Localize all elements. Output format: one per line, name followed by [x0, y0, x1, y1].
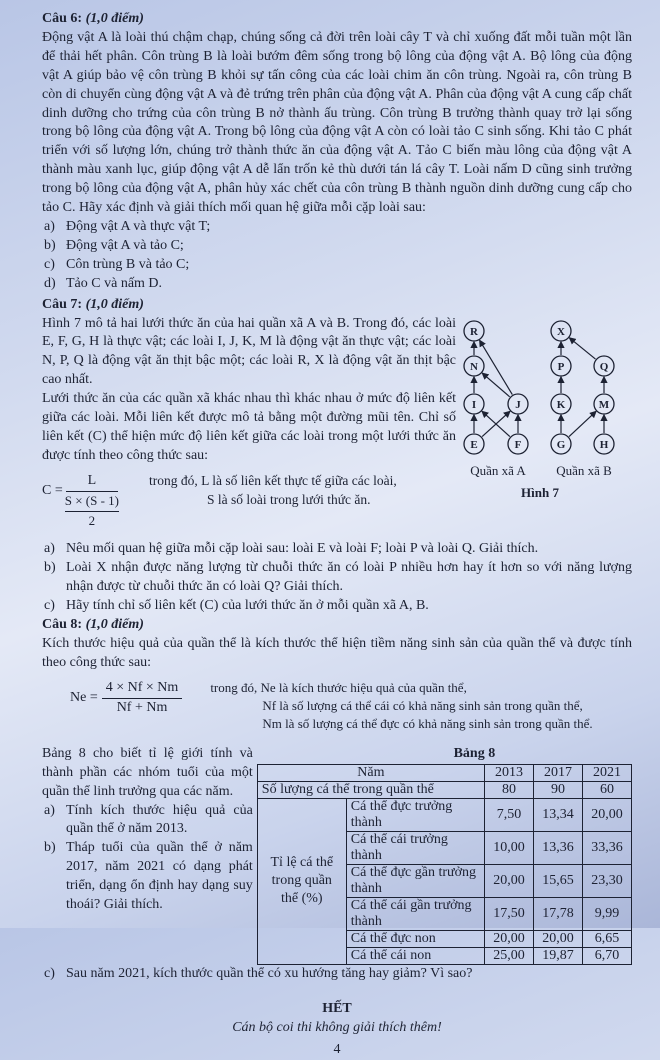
value-cell: 20,00 — [534, 930, 583, 947]
value-cell: 19,87 — [534, 947, 583, 964]
svg-text:M: M — [598, 398, 610, 411]
svg-text:K: K — [556, 398, 566, 411]
list-item — [42, 597, 632, 616]
q6-body: Động vật A là loài thú chậm chạp, chúng sống cả đời trên loài cây T và chỉ xuống đất mỗi tuần một lần để thải hết phân. Côn trùng B là loài bướm đêm sống trong bộ lông của động vật A. Bộ lông của động vật A giúp bảo vệ côn trùng B khỏi sự tấn công của các loài chim ăn côn trùng. Ngoài ra, côn trùng B còn di chuyển cùng động vật A và đẻ trứng trên phân của động vật A. Phân của động vật A cung cấp chất dinh dưỡng cho trứng của côn trùng B nở thành ấu trùng. Côn trùng B trưởng thành quay trở lại sống trong bộ lông của động vật A. Trong bộ lông của động vật A còn có loài tảo C sinh sống. Khi tảo C phát triển với số lượng lớn, chúng trở thành thức ăn của động vật A. Tảo C biến màu lông của động vật A thành màu xanh lục, giúp động vật A dễ lẩn trốn kẻ thù dưới tán lá cây T. Loài nấm D cũng sinh trưởng trong bộ lông của động vật A, phân hủy xác chết của côn trùng B thành nguồn dinh dưỡng cung cấp cho tảo C. Hãy xác định và giải thích mối quan hệ giữa mỗi cặp loài sau: — [42, 29, 632, 216]
q8-items — [42, 802, 253, 915]
species-node — [464, 394, 484, 414]
item-text: Tháp tuổi của quần thể ở năm 2017, năm 2021 có dạng phát triển, dạng ổn định hay dạng suy thoái? Giải thích. — [66, 840, 253, 913]
value-cell: 15,65 — [534, 864, 583, 897]
item-key: c) — [44, 598, 55, 614]
exam-page — [42, 10, 632, 1060]
row-label: Cá thể đực gần trưởng thành — [346, 864, 484, 897]
list-item — [42, 256, 632, 275]
item-text: Hãy tính chỉ số liên kết (C) của lưới thức ăn ở mỗi quần xã A, B. — [66, 598, 429, 614]
svg-text:E: E — [470, 438, 478, 451]
value-cell: 10,00 — [485, 831, 534, 864]
q8-heading: Câu 8: (1,0 điểm) — [42, 617, 144, 633]
q7-para-2: Lưới thức ăn của các quần xã khác nhau thì khác nhau ở mức độ liên kết giữa các loài. Mỗi liên kết được mô tả bằng một đường mũi tên. Chỉ số liên kết (C) thể hiện mức độ liên kết giữa các loài trong một lưới thức ăn được tính theo công thức sau: — [42, 391, 456, 463]
q8-formula: Ne = $\frac{4 \times Nf \times Nm}{Nf + Nm}$ trong đó, Ne là kích thước hiệu quả của quần thể, Nf là số lượng cá thể cái có khả năng sinh sản trong quần thể, Nm là số lượng cá thể đực có khả năng sinh sản trong quần thể. — [70, 679, 593, 731]
end-mark: HẾT — [322, 1000, 352, 1016]
row-label: Cá thể cái non — [346, 947, 484, 964]
item-key: c) — [44, 965, 55, 981]
item-text: Tảo C và nấm D. — [66, 275, 163, 291]
q7-heading: Câu 7: (1,0 điểm) — [42, 296, 144, 312]
figure-label: Quần xã A — [470, 462, 526, 478]
item-key: a) — [44, 541, 55, 557]
q6-heading: Câu 6: (1,0 điểm) — [42, 11, 144, 26]
species-node — [464, 356, 484, 376]
list-item — [42, 218, 632, 237]
figure-label: Hình 7 — [521, 484, 559, 500]
list-item — [42, 965, 632, 984]
value-cell: 17,50 — [485, 897, 534, 930]
species-node — [551, 356, 571, 376]
value-cell: 20,00 — [485, 864, 534, 897]
q7-items — [42, 540, 632, 616]
item-key: b) — [44, 237, 56, 253]
table-row — [257, 764, 631, 781]
row-label: Cá thể đực trưởng thành — [346, 798, 484, 831]
figure-label: Quần xã B — [556, 462, 612, 478]
list-item — [42, 839, 253, 915]
item-text: Động vật A và thực vật T; — [66, 218, 211, 234]
svg-text:P: P — [557, 360, 565, 373]
svg-text:H: H — [599, 438, 609, 451]
svg-text:X: X — [557, 325, 565, 338]
species-node — [551, 434, 571, 454]
species-node — [551, 394, 571, 414]
item-text: Tính kích thước hiệu quả của quần thể ở năm 2013. — [66, 802, 253, 837]
item-text: Côn trùng B và tảo C; — [66, 256, 190, 272]
count-cell: 60 — [583, 781, 632, 798]
value-cell: 25,00 — [485, 947, 534, 964]
svg-text:Q: Q — [599, 360, 609, 373]
species-node — [594, 356, 614, 376]
item-text: Sau năm 2021, kích thước quần thể có xu hướng tăng hay giảm? Vì sao? — [66, 965, 473, 981]
food-web-arrow-Q-X — [570, 337, 596, 358]
year-cell: 2021 — [583, 764, 632, 781]
value-cell: 9,99 — [583, 897, 632, 930]
count-cell: 80 — [485, 781, 534, 798]
value-cell: 20,00 — [583, 798, 632, 831]
q8-para-2: Bảng 8 cho biết tỉ lệ giới tính và thành phần các nhóm tuổi của một quần thể linh trưởng qua các năm. — [42, 745, 253, 799]
svg-text:G: G — [556, 438, 566, 451]
row-label: Cá thể cái gần trưởng thành — [346, 897, 484, 930]
year-header: Năm — [257, 764, 484, 781]
bang-8-table — [257, 764, 632, 965]
value-cell: 17,78 — [534, 897, 583, 930]
species-node — [508, 394, 528, 414]
list-item — [42, 540, 632, 559]
row-label: Cá thể cái trưởng thành — [346, 831, 484, 864]
group-label: Tỉ lệ cá thể trong quần thể (%) — [257, 798, 346, 964]
value-cell: 6,70 — [583, 947, 632, 964]
item-key: a) — [44, 802, 55, 818]
item-text: Động vật A và tảo C; — [66, 237, 184, 253]
value-cell: 20,00 — [485, 930, 534, 947]
value-cell: 23,30 — [583, 864, 632, 897]
item-key: c) — [44, 256, 55, 272]
count-cell: 90 — [534, 781, 583, 798]
value-cell: 6,65 — [583, 930, 632, 947]
svg-text:R: R — [470, 325, 478, 338]
species-node — [508, 434, 528, 454]
item-text: Loài X nhận được năng lượng từ chuỗi thức ăn có loài P nhiều hơn hay ít hơn so với năng lượng nhận được từ chuỗi thức ăn có loài Q? Giải thích. — [66, 560, 632, 595]
year-cell: 2017 — [534, 764, 583, 781]
svg-text:I: I — [471, 398, 477, 411]
food-web-diagram — [456, 313, 636, 503]
list-item — [42, 237, 632, 256]
item-key: a) — [44, 218, 55, 234]
item-text: Nêu mối quan hệ giữa mỗi cặp loài sau: loài E và loài F; loài P và loài Q. Giải thích. — [66, 541, 539, 557]
list-item — [42, 559, 632, 597]
table-row — [257, 781, 631, 798]
footer-note: Cán bộ coi thi không giải thích thêm! — [232, 1019, 442, 1035]
species-node — [594, 434, 614, 454]
q7-para-1: Hình 7 mô tả hai lưới thức ăn của hai quần xã A và B. Trong đó, các loài E, F, G, H là thực vật; các loài I, J, K, M là động vật ăn thực vật; các loài N, P, Q là động vật ăn thịt bậc một; các loài R, X là động vật ăn thịt bậc cao nhất. — [42, 315, 456, 388]
svg-text:N: N — [470, 360, 478, 373]
year-cell: 2013 — [485, 764, 534, 781]
value-cell: 33,36 — [583, 831, 632, 864]
svg-text:J: J — [515, 398, 521, 411]
value-cell: 13,34 — [534, 798, 583, 831]
list-item — [42, 275, 632, 294]
row-label: Cá thể đực non — [346, 930, 484, 947]
species-node — [551, 321, 571, 341]
food-web-arrow-J-N — [482, 373, 509, 397]
q8-item-c — [42, 965, 632, 984]
item-key: b) — [44, 560, 56, 576]
q7-formula: C = L S × (S - 1) 2 trong đó, L là số liên kết thực tế giữa các loài, S là số loài trong lưới thức ăn. — [42, 472, 397, 528]
value-cell: 13,36 — [534, 831, 583, 864]
q8-para-1: Kích thước hiệu quả của quần thể là kích thước thể hiện tiềm năng sinh sản của quần thể và được tính theo công thức sau: — [42, 636, 632, 670]
species-node — [594, 394, 614, 414]
page-number: 4 — [333, 1042, 341, 1058]
q6-items — [42, 218, 632, 294]
count-label: Số lượng cá thể trong quần thể — [257, 781, 484, 798]
species-node — [464, 321, 484, 341]
species-node — [464, 434, 484, 454]
list-item — [42, 802, 253, 840]
food-web-arrow-J-R — [480, 340, 513, 394]
value-cell: 7,50 — [485, 798, 534, 831]
item-key: d) — [44, 275, 56, 291]
table-caption: Bảng 8 — [453, 745, 496, 761]
table-row — [257, 798, 631, 831]
food-web-figure — [462, 315, 632, 500]
food-web-arrow-G-M — [569, 411, 596, 436]
svg-text:F: F — [514, 438, 522, 451]
item-key: b) — [44, 840, 56, 856]
